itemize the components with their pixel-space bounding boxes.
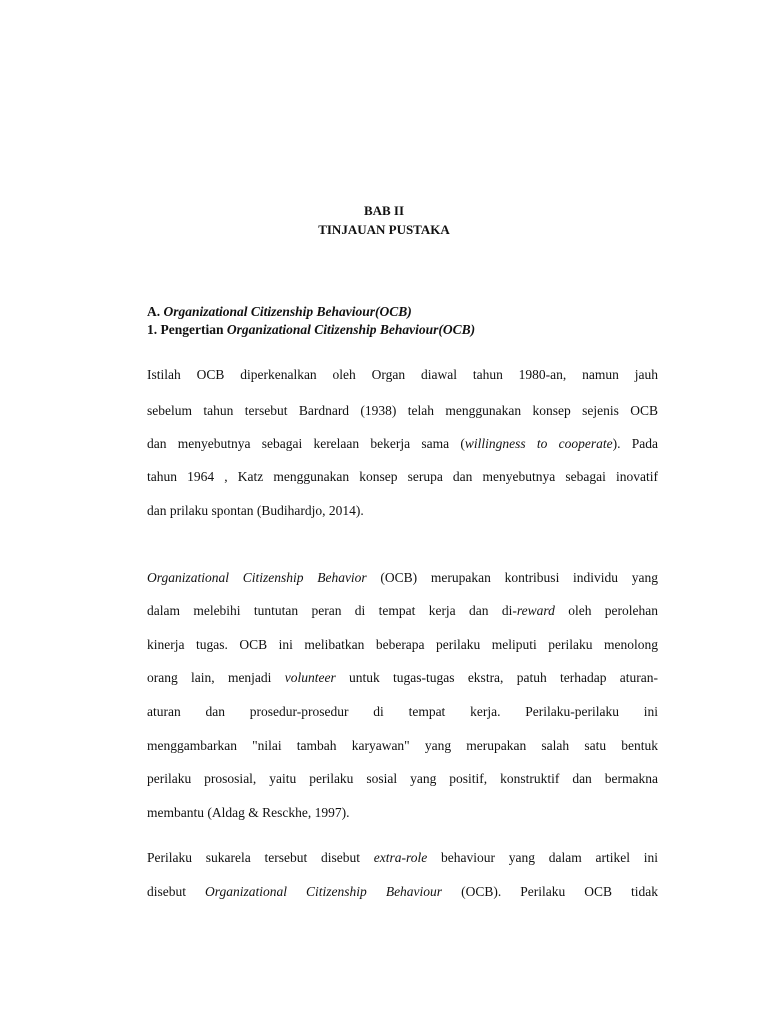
para2-line3: kinerja tugas. OCB ini melibatkan beberapa perilaku meliputi perilaku menolong <box>147 637 658 652</box>
para2-line6: menggambarkan "nilai tambah karyawan" yang merupakan salah satu bentuk <box>147 738 658 753</box>
para1-line4: tahun 1964 , Katz menggunakan konsep serupa dan menyebutnya sebagai inovatif <box>147 469 658 484</box>
section-a-title: Organizational Citizenship Behaviour(OCB) <box>163 304 412 319</box>
para1-line3 <box>147 436 658 452</box>
chapter-title: TINJAUAN PUSTAKA <box>318 222 450 237</box>
para3-line1-italic: extra-role <box>373 850 428 865</box>
subsection-1-title: Organizational Citizenship Behaviour(OCB) <box>226 322 476 337</box>
para3-line2-b: (OCB). Perilaku OCB tidak <box>442 884 658 899</box>
para2-line4-b: untuk tugas-tugas ekstra, patuh terhadap aturan- <box>335 670 658 685</box>
para2-line1 <box>147 570 658 586</box>
para2-line8: membantu (Aldag & Resckhe, 1997). <box>147 805 350 820</box>
para3-line2-a: disebut <box>147 884 206 899</box>
para2-line4-a: orang lain, menjadi <box>147 670 285 685</box>
subsection-1-prefix: 1. Pengertian <box>147 322 224 337</box>
para2-line2-italic: reward <box>516 603 555 618</box>
para2-line2-b: oleh perolehan <box>554 603 658 618</box>
para2-line2 <box>147 603 658 619</box>
para3-line2 <box>147 884 658 900</box>
para1-line5: dan prilaku spontan (Budihardjo, 2014). <box>147 503 364 518</box>
para1-line2: sebelum tahun tersebut Bardnard (1938) telah menggunakan konsep sejenis OCB <box>147 403 658 418</box>
chapter-label: BAB II <box>363 203 405 218</box>
para3-line1-a: Perilaku sukarela tersebut disebut <box>147 850 374 865</box>
subsection-1-heading <box>147 322 475 338</box>
para2-line4-italic: volunteer <box>284 670 336 685</box>
para2-line5: aturan dan prosedur-prosedur di tempat kerja. Perilaku-perilaku ini <box>147 704 658 719</box>
para2-line7: perilaku prososial, yaitu perilaku sosial yang positif, konstruktif dan bermakna <box>147 771 658 786</box>
para1-line1: Istilah OCB diperkenalkan oleh Organ diawal tahun 1980-an, namun jauh <box>147 367 658 382</box>
para3-line1-b: behaviour yang dalam artikel ini <box>427 850 658 865</box>
para1-line3-b: ). Pada <box>612 436 658 451</box>
para1-line3-italic: willingness to cooperate <box>464 436 613 451</box>
para3-line1 <box>147 850 658 866</box>
para2-line4 <box>147 670 658 686</box>
para3-line2-italic: Organizational Citizenship Behaviour <box>205 884 443 899</box>
section-a-heading <box>147 304 412 320</box>
para2-line2-a: dalam melebihi tuntutan peran di tempat kerja dan di- <box>147 603 517 618</box>
para1-line3-a: dan menyebutnya sebagai kerelaan bekerja sama ( <box>147 436 465 451</box>
para2-line1-italic: Organizational Citizenship Behavior <box>147 570 367 585</box>
section-a-prefix: A. <box>147 304 161 319</box>
para2-line1-b: (OCB) merupakan kontribusi individu yang <box>366 570 658 585</box>
